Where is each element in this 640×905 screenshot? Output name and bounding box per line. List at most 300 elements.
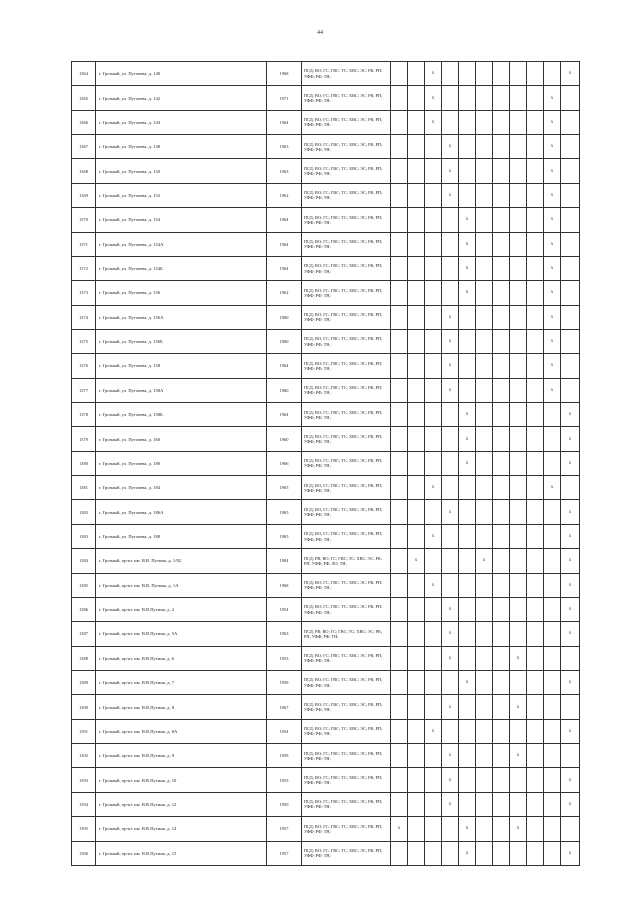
mark-cell-5 — [459, 792, 476, 816]
mark-cell-8 — [510, 354, 527, 378]
mark-cell-7 — [493, 256, 510, 280]
mark-cell-1 — [391, 695, 408, 719]
mark-cell-8 — [510, 305, 527, 329]
mark-cell-6 — [476, 305, 493, 329]
row-number: 1384 — [72, 549, 96, 573]
mark-cell-3 — [425, 256, 442, 280]
table-row — [72, 768, 580, 792]
address-cell: г. Грозный, ул. Пугачева, д. 188 — [96, 524, 267, 548]
mark-cell-9 — [527, 744, 544, 768]
mark-cell-4: x — [442, 792, 459, 816]
mark-cell-1 — [391, 159, 408, 183]
mark-cell-5 — [459, 183, 476, 207]
mark-cell-6 — [476, 817, 493, 841]
mark-cell-11 — [561, 378, 580, 402]
mark-cell-10 — [544, 841, 561, 866]
mark-cell-3 — [425, 403, 442, 427]
mark-cell-3 — [425, 549, 442, 573]
row-number: 1388 — [72, 646, 96, 670]
mark-cell-9 — [527, 719, 544, 743]
year-cell: 1963 — [267, 159, 302, 183]
mark-cell-9 — [527, 597, 544, 621]
mark-cell-8 — [510, 256, 527, 280]
mark-cell-2 — [408, 329, 425, 353]
address-cell: г. Грозный, пр-кт. им. В.В.Путина, д. 7 — [96, 670, 267, 694]
mark-cell-7 — [493, 451, 510, 475]
table-row — [72, 281, 580, 305]
mark-cell-6 — [476, 841, 493, 866]
mark-cell-10: x — [544, 86, 561, 110]
table-row — [72, 329, 580, 353]
mark-cell-3 — [425, 378, 442, 402]
services-cell: ПСД; ВО; ГС; ГВС; ТС; ХВС; ЭС; РК; РП; УФФ; РФ; ТН; — [302, 86, 391, 110]
mark-cell-3 — [425, 305, 442, 329]
mark-cell-2 — [408, 500, 425, 524]
mark-cell-8 — [510, 451, 527, 475]
mark-cell-3 — [425, 329, 442, 353]
mark-cell-1 — [391, 329, 408, 353]
mark-cell-7 — [493, 183, 510, 207]
mark-cell-8 — [510, 768, 527, 792]
row-number: 1371 — [72, 232, 96, 256]
mark-cell-5 — [459, 86, 476, 110]
mark-cell-6 — [476, 719, 493, 743]
address-cell: г. Грозный, ул. Пугачева, д. 156Б — [96, 329, 267, 353]
mark-cell-4: x — [442, 183, 459, 207]
mark-cell-10 — [544, 744, 561, 768]
year-cell: 1953 — [267, 768, 302, 792]
mark-cell-4: x — [442, 378, 459, 402]
mark-cell-7 — [493, 427, 510, 451]
mark-cell-11: x — [561, 403, 580, 427]
row-number: 1393 — [72, 768, 96, 792]
mark-cell-2 — [408, 183, 425, 207]
row-number: 1367 — [72, 135, 96, 159]
mark-cell-5 — [459, 622, 476, 646]
year-cell: 1965 — [267, 500, 302, 524]
mark-cell-1 — [391, 110, 408, 134]
mark-cell-9 — [527, 86, 544, 110]
mark-cell-1 — [391, 792, 408, 816]
mark-cell-9 — [527, 841, 544, 866]
year-cell: 1967 — [267, 695, 302, 719]
mark-cell-7 — [493, 500, 510, 524]
mark-cell-2 — [408, 719, 425, 743]
mark-cell-4 — [442, 841, 459, 866]
mark-cell-5 — [459, 329, 476, 353]
mark-cell-10: x — [544, 159, 561, 183]
row-number: 1391 — [72, 719, 96, 743]
mark-cell-5: x — [459, 403, 476, 427]
table-row — [72, 744, 580, 768]
mark-cell-8 — [510, 232, 527, 256]
mark-cell-4: x — [442, 622, 459, 646]
mark-cell-9 — [527, 646, 544, 670]
address-cell: г. Грозный, пр-кт. им. В.В.Путина, д. 12 — [96, 792, 267, 816]
mark-cell-4: x — [442, 135, 459, 159]
mark-cell-6 — [476, 695, 493, 719]
year-cell: 1965 — [267, 524, 302, 548]
mark-cell-2 — [408, 208, 425, 232]
mark-cell-9 — [527, 403, 544, 427]
year-cell: 1964 — [267, 232, 302, 256]
row-number: 1394 — [72, 792, 96, 816]
mark-cell-1 — [391, 62, 408, 86]
mark-cell-3 — [425, 744, 442, 768]
mark-cell-1 — [391, 135, 408, 159]
mark-cell-7 — [493, 232, 510, 256]
mark-cell-6 — [476, 208, 493, 232]
row-number: 1396 — [72, 841, 96, 866]
mark-cell-1 — [391, 549, 408, 573]
mark-cell-11: x — [561, 524, 580, 548]
mark-cell-11: x — [561, 427, 580, 451]
mark-cell-6 — [476, 135, 493, 159]
row-number: 1365 — [72, 86, 96, 110]
mark-cell-10: x — [544, 354, 561, 378]
address-cell: г. Грозный, пр-кт. им. В.В. Путина, д. 1/82 — [96, 549, 267, 573]
mark-cell-6 — [476, 744, 493, 768]
address-cell: г. Грозный, пр-кт. им. В.В.Путина, д. 2 — [96, 597, 267, 621]
mark-cell-10 — [544, 62, 561, 86]
mark-cell-10: x — [544, 305, 561, 329]
mark-cell-2 — [408, 695, 425, 719]
mark-cell-8 — [510, 378, 527, 402]
mark-cell-10: x — [544, 110, 561, 134]
address-cell: г. Грозный, ул. Пугачева, д. 154Б — [96, 256, 267, 280]
mark-cell-10: x — [544, 183, 561, 207]
mark-cell-2 — [408, 573, 425, 597]
mark-cell-5 — [459, 549, 476, 573]
row-number: 1374 — [72, 305, 96, 329]
table-row — [72, 622, 580, 646]
mark-cell-7 — [493, 135, 510, 159]
mark-cell-11 — [561, 232, 580, 256]
mark-cell-7 — [493, 768, 510, 792]
mark-cell-1 — [391, 670, 408, 694]
mark-cell-8 — [510, 403, 527, 427]
mark-cell-7 — [493, 646, 510, 670]
mark-cell-8 — [510, 719, 527, 743]
services-cell: ПСД; ВО; ГС; ГВС; ТС; ХВС; ЭС; РК; РП; УФФ; РФ; ТН; — [302, 817, 391, 841]
mark-cell-5: x — [459, 281, 476, 305]
mark-cell-5 — [459, 719, 476, 743]
mark-cell-3: x — [425, 62, 442, 86]
year-cell: 1962 — [267, 183, 302, 207]
table-row — [72, 451, 580, 475]
mark-cell-5: x — [459, 427, 476, 451]
mark-cell-11 — [561, 695, 580, 719]
mark-cell-9 — [527, 110, 544, 134]
services-cell: ПСД; ВО; ГС; ГВС; ТС; ХВС; ЭС; РК; РП; УФФ; РФ; ТН; — [302, 256, 391, 280]
mark-cell-7 — [493, 159, 510, 183]
row-number: 1385 — [72, 573, 96, 597]
mark-cell-1 — [391, 524, 408, 548]
year-cell: 1960 — [267, 427, 302, 451]
mark-cell-7 — [493, 622, 510, 646]
table-row — [72, 695, 580, 719]
mark-cell-8 — [510, 183, 527, 207]
row-number: 1380 — [72, 451, 96, 475]
mark-cell-11 — [561, 354, 580, 378]
mark-cell-1 — [391, 378, 408, 402]
mark-cell-3: x — [425, 110, 442, 134]
address-cell: г. Грозный, ул. Пугачева, д. 184 — [96, 476, 267, 500]
mark-cell-11: x — [561, 768, 580, 792]
mark-cell-6 — [476, 427, 493, 451]
address-cell: г. Грозный, ул. Пугачева, д. 152 — [96, 183, 267, 207]
mark-cell-7 — [493, 62, 510, 86]
mark-cell-8: x — [510, 744, 527, 768]
year-cell: 1971 — [267, 86, 302, 110]
mark-cell-5 — [459, 573, 476, 597]
mark-cell-9 — [527, 792, 544, 816]
mark-cell-7 — [493, 329, 510, 353]
table-row — [72, 135, 580, 159]
address-cell: г. Грозный, ул. Пугачева, д. 180 — [96, 451, 267, 475]
mark-cell-3: x — [425, 524, 442, 548]
mark-cell-3 — [425, 670, 442, 694]
table-body — [72, 62, 580, 866]
mark-cell-1 — [391, 86, 408, 110]
table-row — [72, 646, 580, 670]
mark-cell-3 — [425, 208, 442, 232]
table-row — [72, 670, 580, 694]
year-cell: 1963 — [267, 622, 302, 646]
services-cell: ПСД; ВО; ГС; ГВС; ТС; ХВС; ЭС; РК; РП; УФФ; РФ; ТН; — [302, 451, 391, 475]
mark-cell-2 — [408, 86, 425, 110]
mark-cell-3 — [425, 451, 442, 475]
mark-cell-3: x — [425, 573, 442, 597]
row-number: 1373 — [72, 281, 96, 305]
mark-cell-4: x — [442, 354, 459, 378]
mark-cell-8 — [510, 597, 527, 621]
mark-cell-8 — [510, 281, 527, 305]
mark-cell-4 — [442, 86, 459, 110]
mark-cell-9 — [527, 256, 544, 280]
mark-cell-5 — [459, 305, 476, 329]
address-cell: г. Грозный, ул. Пугачева, д. 186А — [96, 500, 267, 524]
mark-cell-11 — [561, 86, 580, 110]
services-cell: ПСД; ВО; ГС; ГВС; ТС; ХВС; ЭС; РК; РП; УФФ; РФ; ТН; — [302, 183, 391, 207]
services-cell: ПСД; ВО; ГС; ГВС; ТС; ХВС; ЭС; РК; РП; УФФ; РФ; ТН; — [302, 573, 391, 597]
address-cell: г. Грозный, ул. Пугачева, д. 158 — [96, 354, 267, 378]
mark-cell-6 — [476, 256, 493, 280]
address-cell: г. Грозный, ул. Пугачева, д. 158А — [96, 378, 267, 402]
mark-cell-11 — [561, 208, 580, 232]
address-cell: г. Грозный, пр-кт. им. В.В.Путина, д. 8А — [96, 719, 267, 743]
mark-cell-8 — [510, 670, 527, 694]
mark-cell-9 — [527, 768, 544, 792]
row-number: 1386 — [72, 597, 96, 621]
mark-cell-6 — [476, 646, 493, 670]
row-number: 1390 — [72, 695, 96, 719]
mark-cell-1 — [391, 646, 408, 670]
services-cell: ПСД; ВО; ГС; ГВС; ТС; ХВС; ЭС; РК; РП; УФФ; РФ; ТН; — [302, 378, 391, 402]
mark-cell-7 — [493, 524, 510, 548]
mark-cell-2 — [408, 403, 425, 427]
mark-cell-8 — [510, 62, 527, 86]
mark-cell-10 — [544, 597, 561, 621]
mark-cell-10: x — [544, 378, 561, 402]
mark-cell-2 — [408, 841, 425, 866]
mark-cell-10 — [544, 817, 561, 841]
mark-cell-6 — [476, 597, 493, 621]
mark-cell-8 — [510, 549, 527, 573]
mark-cell-6 — [476, 183, 493, 207]
mark-cell-6 — [476, 792, 493, 816]
mark-cell-2 — [408, 622, 425, 646]
mark-cell-4 — [442, 476, 459, 500]
services-cell: ПСД; ВО; ГС; ГВС; ТС; ХВС; ЭС; РК; РП; УФФ; РФ; ТН; — [302, 744, 391, 768]
mark-cell-4 — [442, 427, 459, 451]
mark-cell-11 — [561, 135, 580, 159]
mark-cell-8 — [510, 476, 527, 500]
mark-cell-10 — [544, 622, 561, 646]
mark-cell-4 — [442, 110, 459, 134]
year-cell: 1958 — [267, 744, 302, 768]
address-cell: г. Грозный, ул. Пугачева, д. 148 — [96, 135, 267, 159]
mark-cell-10: x — [544, 232, 561, 256]
mark-cell-8 — [510, 86, 527, 110]
year-cell: 1953 — [267, 646, 302, 670]
mark-cell-11: x — [561, 573, 580, 597]
mark-cell-7 — [493, 719, 510, 743]
mark-cell-4: x — [442, 646, 459, 670]
mark-cell-5: x — [459, 256, 476, 280]
mark-cell-1 — [391, 427, 408, 451]
address-cell: г. Грозный, пр-кт. им. В.В.Путина, д. 9 — [96, 744, 267, 768]
mark-cell-11 — [561, 646, 580, 670]
mark-cell-10: x — [544, 281, 561, 305]
mark-cell-5 — [459, 159, 476, 183]
mark-cell-11 — [561, 183, 580, 207]
mark-cell-4 — [442, 573, 459, 597]
year-cell: 1963 — [267, 135, 302, 159]
year-cell: 1964 — [267, 110, 302, 134]
mark-cell-2 — [408, 597, 425, 621]
mark-cell-10 — [544, 695, 561, 719]
mark-cell-1 — [391, 183, 408, 207]
services-cell: ПСД; ВО; ГС; ГВС; ТС; ХВС; ЭС; РК; РП; УФФ; РФ; ТН; — [302, 427, 391, 451]
table-row — [72, 183, 580, 207]
row-number: 1382 — [72, 500, 96, 524]
row-number: 1395 — [72, 817, 96, 841]
mark-cell-7 — [493, 208, 510, 232]
mark-cell-4 — [442, 281, 459, 305]
mark-cell-5: x — [459, 208, 476, 232]
services-cell: ПСД; ВО; ГС; ГВС; ТС; ХВС; ЭС; РК; РП; УФФ; РФ; ТН; — [302, 232, 391, 256]
table-row — [72, 427, 580, 451]
mark-cell-11 — [561, 305, 580, 329]
mark-cell-10 — [544, 524, 561, 548]
services-cell: ПСД; ВО; ГС; ГВС; ТС; ХВС; ЭС; РК; РП; УФФ; РФ; ТН; — [302, 500, 391, 524]
mark-cell-11: x — [561, 622, 580, 646]
address-cell: г. Грозный, пр-кт. им. В.В.Путина, д. 14 — [96, 817, 267, 841]
mark-cell-4 — [442, 524, 459, 548]
address-cell: г. Грозный, ул. Пугачева, д. 154А — [96, 232, 267, 256]
row-number: 1379 — [72, 427, 96, 451]
mark-cell-5 — [459, 476, 476, 500]
mark-cell-2 — [408, 768, 425, 792]
services-cell: ПСД; ВО; ГС; ГВС; ТС; ХВС; ЭС; РК; РП; УФФ; РФ; ТН; — [302, 403, 391, 427]
mark-cell-2 — [408, 281, 425, 305]
services-cell: ПСД; ВО; ГС; ГВС; ТС; ХВС; ЭС; РК; РП; УФФ; РФ; ТН; — [302, 792, 391, 816]
mark-cell-6: x — [476, 549, 493, 573]
mark-cell-7 — [493, 403, 510, 427]
services-cell: ПСД; ВО; ГС; ГВС; ТС; ХВС; ЭС; РК; РП; УФФ; РФ; ТН; — [302, 524, 391, 548]
table-row — [72, 476, 580, 500]
table-row — [72, 305, 580, 329]
mark-cell-9 — [527, 159, 544, 183]
services-cell: ПСД; ВО; ГС; ГВС; ТС; ХВС; ЭС; РК; РП; УФФ; РФ; ТН; — [302, 62, 391, 86]
year-cell: 1984 — [267, 549, 302, 573]
table-row — [72, 256, 580, 280]
table-row — [72, 500, 580, 524]
mark-cell-11 — [561, 744, 580, 768]
services-cell: ПСД; ВО; ГС; ГВС; ТС; ХВС; ЭС; РК; РП; УФФ; РФ; ТН; — [302, 719, 391, 743]
address-cell: г. Грозный, пр-кт. им. В.В.Путина, д. 10 — [96, 768, 267, 792]
table-row — [72, 378, 580, 402]
address-cell: г. Грозный, ул. Пугачева, д. 140 — [96, 62, 267, 86]
mark-cell-10 — [544, 573, 561, 597]
mark-cell-10 — [544, 792, 561, 816]
mark-cell-5 — [459, 695, 476, 719]
row-number: 1372 — [72, 256, 96, 280]
mark-cell-2 — [408, 159, 425, 183]
mark-cell-3 — [425, 159, 442, 183]
mark-cell-7 — [493, 86, 510, 110]
mark-cell-10 — [544, 500, 561, 524]
mark-cell-1 — [391, 768, 408, 792]
page-number: 44 — [317, 30, 323, 36]
mark-cell-9 — [527, 135, 544, 159]
mark-cell-2 — [408, 792, 425, 816]
mark-cell-6 — [476, 476, 493, 500]
mark-cell-2: x — [408, 549, 425, 573]
mark-cell-4: x — [442, 329, 459, 353]
table-row — [72, 573, 580, 597]
address-cell: г. Грозный, ул. Пугачева, д. 150 — [96, 159, 267, 183]
mark-cell-5 — [459, 110, 476, 134]
mark-cell-3: x — [425, 86, 442, 110]
mark-cell-9 — [527, 817, 544, 841]
mark-cell-9 — [527, 378, 544, 402]
mark-cell-6 — [476, 403, 493, 427]
row-number: 1383 — [72, 524, 96, 548]
mark-cell-3 — [425, 232, 442, 256]
mark-cell-7 — [493, 110, 510, 134]
mark-cell-8 — [510, 329, 527, 353]
mark-cell-4 — [442, 817, 459, 841]
mark-cell-10 — [544, 403, 561, 427]
mark-cell-9 — [527, 427, 544, 451]
address-cell: г. Грозный, ул. Пугачева, д. 156 — [96, 281, 267, 305]
services-cell: ПСД; ВО; ГС; ГВС; ТС; ХВС; ЭС; РК; РП; УФФ; РФ; ТН; — [302, 329, 391, 353]
mark-cell-6 — [476, 573, 493, 597]
mark-cell-5 — [459, 744, 476, 768]
mark-cell-2 — [408, 378, 425, 402]
services-cell: ПСД; ВО; ГС; ГВС; ТС; ХВС; ЭС; РК; РП; УФФ; РФ; ТН; — [302, 354, 391, 378]
mark-cell-3 — [425, 427, 442, 451]
mark-cell-9 — [527, 573, 544, 597]
row-number: 1364 — [72, 62, 96, 86]
year-cell: 1960 — [267, 329, 302, 353]
services-cell: ПСД; ВО; ГС; ГВС; ТС; ХВС; ЭС; РК; РП; УФФ; РФ; ТН; — [302, 476, 391, 500]
mark-cell-5 — [459, 768, 476, 792]
mark-cell-10: x — [544, 476, 561, 500]
year-cell: 1954 — [267, 597, 302, 621]
